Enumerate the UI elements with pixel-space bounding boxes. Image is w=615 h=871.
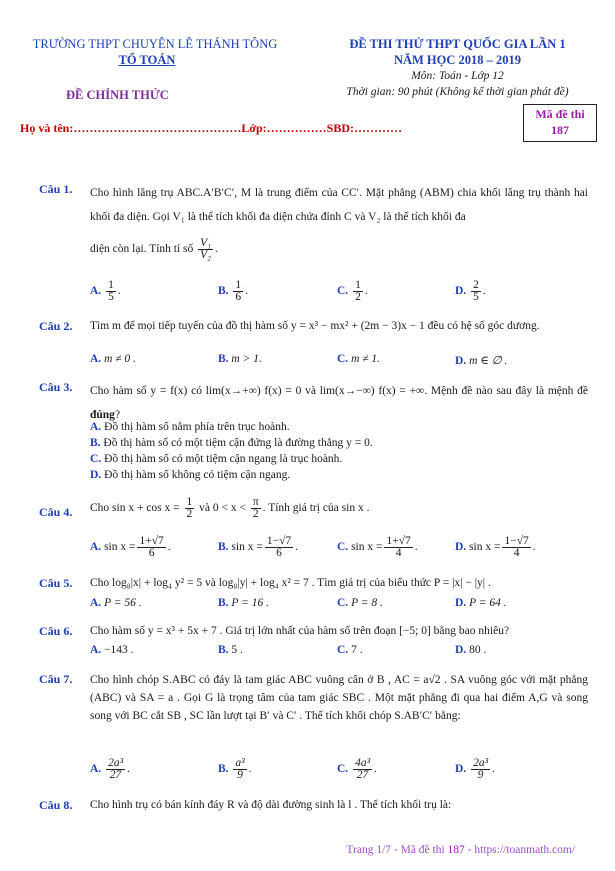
exam-title: ĐỀ THI THỬ THPT QUỐC GIA LẦN 1 [349, 37, 566, 51]
question-2-label: Câu 2. [39, 319, 73, 333]
q5-option-c[interactable] [337, 597, 383, 609]
exam-code-box [523, 104, 597, 142]
option-text: m ≠ 1. [351, 353, 381, 365]
q2-option-d[interactable] [455, 353, 507, 367]
option-text: Đồ thị hàm số có một tiệm cận ngang là trục hoành. [104, 453, 343, 465]
question-6-text: Cho hàm số y = x³ + 5x + 7 . Giá trị lớn nhất của hàm số trên đoạn [−5; 0] bằng bao nhiêu? [90, 625, 510, 637]
ratio-fraction [198, 238, 213, 261]
option-label: D. [455, 597, 467, 609]
fraction-half [185, 497, 195, 520]
question-4-text [90, 497, 369, 520]
frac-numerator: 1 [186, 496, 193, 508]
option-fraction [471, 758, 490, 781]
q6-option-b[interactable] [218, 644, 243, 656]
frac-denominator: 5 [108, 291, 114, 303]
frac-denominator: 6 [235, 291, 242, 303]
option-label: D. [455, 355, 467, 367]
frac-numerator: 1+√7 [139, 535, 164, 547]
school-name: TRƯỜNG THPT CHUYÊN LÊ THÁNH TÔNG [32, 37, 278, 51]
frac-numerator: 2a³ [473, 757, 489, 769]
option-label: A. [90, 285, 102, 298]
question-4-label: Câu 4. [39, 505, 73, 519]
q2-option-b[interactable] [218, 353, 262, 365]
question-2-text: Tìm m để mọi tiếp tuyến của đồ thị hàm số y = x³ − mx² + (2m − 3)x − 1 đều có hệ số góc dương. [90, 320, 540, 332]
page-footer [300, 844, 575, 856]
q6-option-a[interactable] [90, 644, 134, 656]
option-label: B. [218, 644, 229, 656]
option-text: Đồ thị hàm số nằm phía trên trục hoành. [104, 421, 290, 433]
option-text: Đồ thị hàm số không có tiệm cận ngang. [104, 469, 291, 481]
q5-option-a[interactable] [90, 597, 142, 609]
question-3-label: Câu 3. [39, 380, 73, 394]
frac-numerator: 2 [473, 279, 479, 291]
question-8-label: Câu 8. [39, 798, 73, 812]
option-fraction [137, 536, 165, 559]
option-label: D. [455, 285, 467, 298]
q5-option-d[interactable] [455, 597, 507, 609]
option-prefix: sin x = [104, 541, 136, 554]
option-fraction [353, 758, 372, 781]
option-label: B. [218, 353, 229, 365]
option-fraction [353, 280, 363, 303]
question-8-text: Cho hình trụ có bán kính đáy R và độ dài đường sinh là l . Thể tích khối trụ là: [90, 799, 452, 811]
option-label: D. [455, 541, 467, 554]
frac-denominator: 4 [513, 547, 520, 559]
frac-numerator: 4a³ [355, 757, 371, 769]
option-label: B. [218, 763, 229, 776]
frac-denominator: 27 [356, 769, 369, 781]
option-label: B. [90, 437, 101, 449]
q3-option-b[interactable] [90, 437, 373, 449]
q4-option-d[interactable]: D. sin x = $\frac{1-√7}{4}$ . [455, 535, 536, 559]
frac-numerator: V₁ [200, 237, 212, 249]
department-name: TỔ TOÁN [118, 53, 176, 67]
option-label: C. [337, 644, 349, 656]
question-3-text [90, 379, 588, 427]
frac-numerator: 1 [355, 279, 361, 291]
subject-line: Môn: Toán - Lớp 12 [411, 70, 504, 82]
frac-denominator: 6 [148, 547, 155, 559]
option-text: m > 1. [231, 353, 262, 365]
option-fraction [233, 758, 246, 781]
q3-option-a[interactable] [90, 421, 290, 433]
option-fraction [384, 536, 412, 559]
question-7-label: Câu 7. [39, 672, 73, 686]
option-prefix: sin x = [351, 541, 383, 554]
q1-option-a[interactable]: A. $\frac{1}{5}$ . [90, 279, 121, 303]
frac-denominator: 2 [186, 508, 193, 520]
school-year: NĂM HỌC 2018 – 2019 [393, 53, 522, 67]
frac-numerator: 1 [235, 279, 242, 291]
option-fraction [502, 536, 530, 559]
option-text: 80 . [469, 644, 487, 656]
option-fraction [471, 280, 481, 303]
q4-option-b[interactable]: B. sin x = $\frac{1-√7}{6}$ . [218, 535, 299, 559]
frac-numerator: 1−√7 [504, 535, 529, 547]
option-prefix: sin x = [231, 541, 263, 554]
frac-denominator: V₂ [200, 249, 212, 261]
question-3-end: ? [114, 409, 121, 421]
question-1-ratio-text: diện còn lại. Tính tỉ số [90, 243, 194, 256]
frac-denominator: 9 [237, 769, 243, 781]
q2-option-c[interactable] [337, 353, 380, 365]
option-label: D. [455, 763, 467, 776]
duration-line: Thời gian: 90 phút (Không kể thời gian phát đề) [346, 86, 569, 98]
option-text: 7 . [351, 644, 363, 656]
option-label: C. [337, 285, 349, 298]
option-label: C. [90, 453, 102, 465]
option-label: A. [90, 597, 102, 609]
option-label: D. [90, 469, 102, 481]
option-label: A. [90, 421, 102, 433]
option-text: m ≠ 0 . [104, 353, 136, 365]
option-fraction [233, 280, 243, 303]
option-text: P = 16 . [231, 597, 269, 609]
option-text: 5 . [231, 644, 243, 656]
frac-numerator: 2a³ [108, 757, 124, 769]
q7-option-b[interactable]: B. $\frac{\text{a³}}{9}$ . [218, 757, 252, 781]
frac-numerator: 1+√7 [386, 535, 411, 547]
question-1-label: Câu 1. [39, 182, 73, 196]
q7-option-c[interactable]: C. $\frac{\text{4a³}}{27}$ . [337, 757, 377, 781]
option-fraction [106, 280, 116, 303]
q7-option-d[interactable]: D. $\frac{\text{2a³}}{9}$ . [455, 757, 495, 781]
student-info-line[interactable]: Họ và tên:……………………………………Lớp:……………SBD:………… [20, 121, 402, 135]
q4-option-a[interactable]: A. sin x = $\frac{1+√7}{6}$ . [90, 535, 171, 559]
option-label: B. [218, 285, 229, 298]
q1-option-c[interactable]: C. $\frac{1}{2}$ . [337, 279, 368, 303]
option-label: A. [90, 763, 102, 776]
q3-option-c[interactable] [90, 453, 342, 465]
question-4-part-b: và 0 < x < [199, 502, 246, 515]
option-text: m ∈ ∅ . [469, 355, 508, 367]
question-1-text: Cho hình lăng trụ ABC.A′B′C′, M là trung điểm của CC′. Mặt phẳng (ABM) chia khối lăng trụ thành hai khối đa diện. Gọi V₁ là thể tích khối đa diện chứa đỉnh C và V₂ là thể tích khối đa [90, 187, 588, 223]
option-label: B. [218, 541, 229, 554]
question-1-ratio: diện còn lại. Tính tỉ số $\frac{\text{V₁}}{\text{V₂}}$ . [90, 237, 219, 261]
frac-denominator: 2 [355, 291, 361, 303]
option-label: C. [337, 353, 349, 365]
q2-option-a[interactable] [90, 353, 136, 365]
frac-denominator: 9 [477, 769, 484, 781]
frac-numerator: π [252, 496, 259, 508]
question-3-emphasis: đúng [90, 409, 115, 421]
option-label: A. [90, 644, 102, 656]
fraction-pi-half [251, 497, 261, 520]
frac-denominator: 6 [276, 547, 282, 559]
option-label: D. [455, 644, 467, 656]
q4-option-c[interactable]: C. sin x = $\frac{1+√7}{4}$ . [337, 535, 418, 559]
footer-code: 187 [447, 844, 465, 856]
option-label: C. [337, 597, 349, 609]
frac-numerator: 1 [108, 279, 114, 291]
q1-option-b[interactable]: B. $\frac{1}{6}$ . [218, 279, 249, 303]
frac-numerator: a³ [235, 757, 245, 769]
question-6-label: Câu 6. [39, 624, 73, 638]
option-text: P = 8 . [351, 597, 383, 609]
q5-option-b[interactable] [218, 597, 269, 609]
option-label: A. [90, 541, 102, 554]
q7-option-a[interactable]: A. $\frac{\text{2a³}}{27}$ . [90, 757, 130, 781]
option-fraction [265, 536, 293, 559]
option-text: P = 64 . [469, 597, 507, 609]
q3-option-d[interactable] [90, 469, 290, 481]
question-5-label: Câu 5. [39, 576, 73, 590]
frac-numerator: 1−√7 [266, 535, 292, 547]
question-4-part-c: . Tính giá trị của sin x . [262, 502, 370, 515]
option-label: A. [90, 353, 102, 365]
frac-denominator: 5 [473, 291, 479, 303]
option-label: B. [218, 597, 229, 609]
option-prefix: sin x = [469, 541, 501, 554]
question-5-text: Cho log₈|x| + log₄ y² = 5 và log₈|y| + log₄ x² = 7 . Tìm giá trị của biểu thức P = |x| − |y| . [90, 577, 491, 589]
q6-option-c[interactable] [337, 644, 363, 656]
question-4-part-a: Cho sin x + cos x = [90, 502, 180, 515]
option-fraction [106, 758, 125, 781]
option-label: C. [337, 541, 349, 554]
exam-code-label: Mã đề thi [535, 107, 585, 121]
official-label: ĐỀ CHÍNH THỨC [66, 88, 169, 102]
option-label: C. [337, 763, 349, 776]
footer-site-link[interactable]: - https://toanmath.com/ [467, 844, 575, 856]
exam-code-value: 187 [551, 123, 569, 137]
frac-denominator: 27 [109, 769, 122, 781]
option-text: P = 56 . [104, 597, 142, 609]
footer-page: Trang 1/7 - Mã đề thi [346, 844, 445, 856]
frac-denominator: 2 [252, 508, 259, 520]
question-7-text: Cho hình chóp S.ABC có đáy là tam giác ABC vuông cân ở B , AC = a√2 . SA vuông góc với mặt phẳng (ABC) và SA = a . Gọi G là trọng tâm của tam giác SBC . Một mặt phẳng đi qua hai điểm A,G và song song với BC cắt SB , SC lần lượt tại B′ và C′ . Thể tích khối chóp S.AB′C′ bằng: [90, 674, 588, 722]
option-text: −143 . [104, 644, 134, 656]
frac-denominator: 4 [395, 547, 402, 559]
q6-option-d[interactable] [455, 644, 486, 656]
question-3-body: Cho hàm số y = f(x) có lim(x→+∞) f(x) = 0 và lim(x→−∞) f(x) = +∞. Mệnh đề nào sau đây là mệnh đề [90, 385, 588, 397]
q1-option-d[interactable]: D. $\frac{2}{5}$ . [455, 279, 486, 303]
option-text: Đồ thị hàm số có một tiệm cận đứng là đường thẳng y = 0. [103, 437, 373, 449]
